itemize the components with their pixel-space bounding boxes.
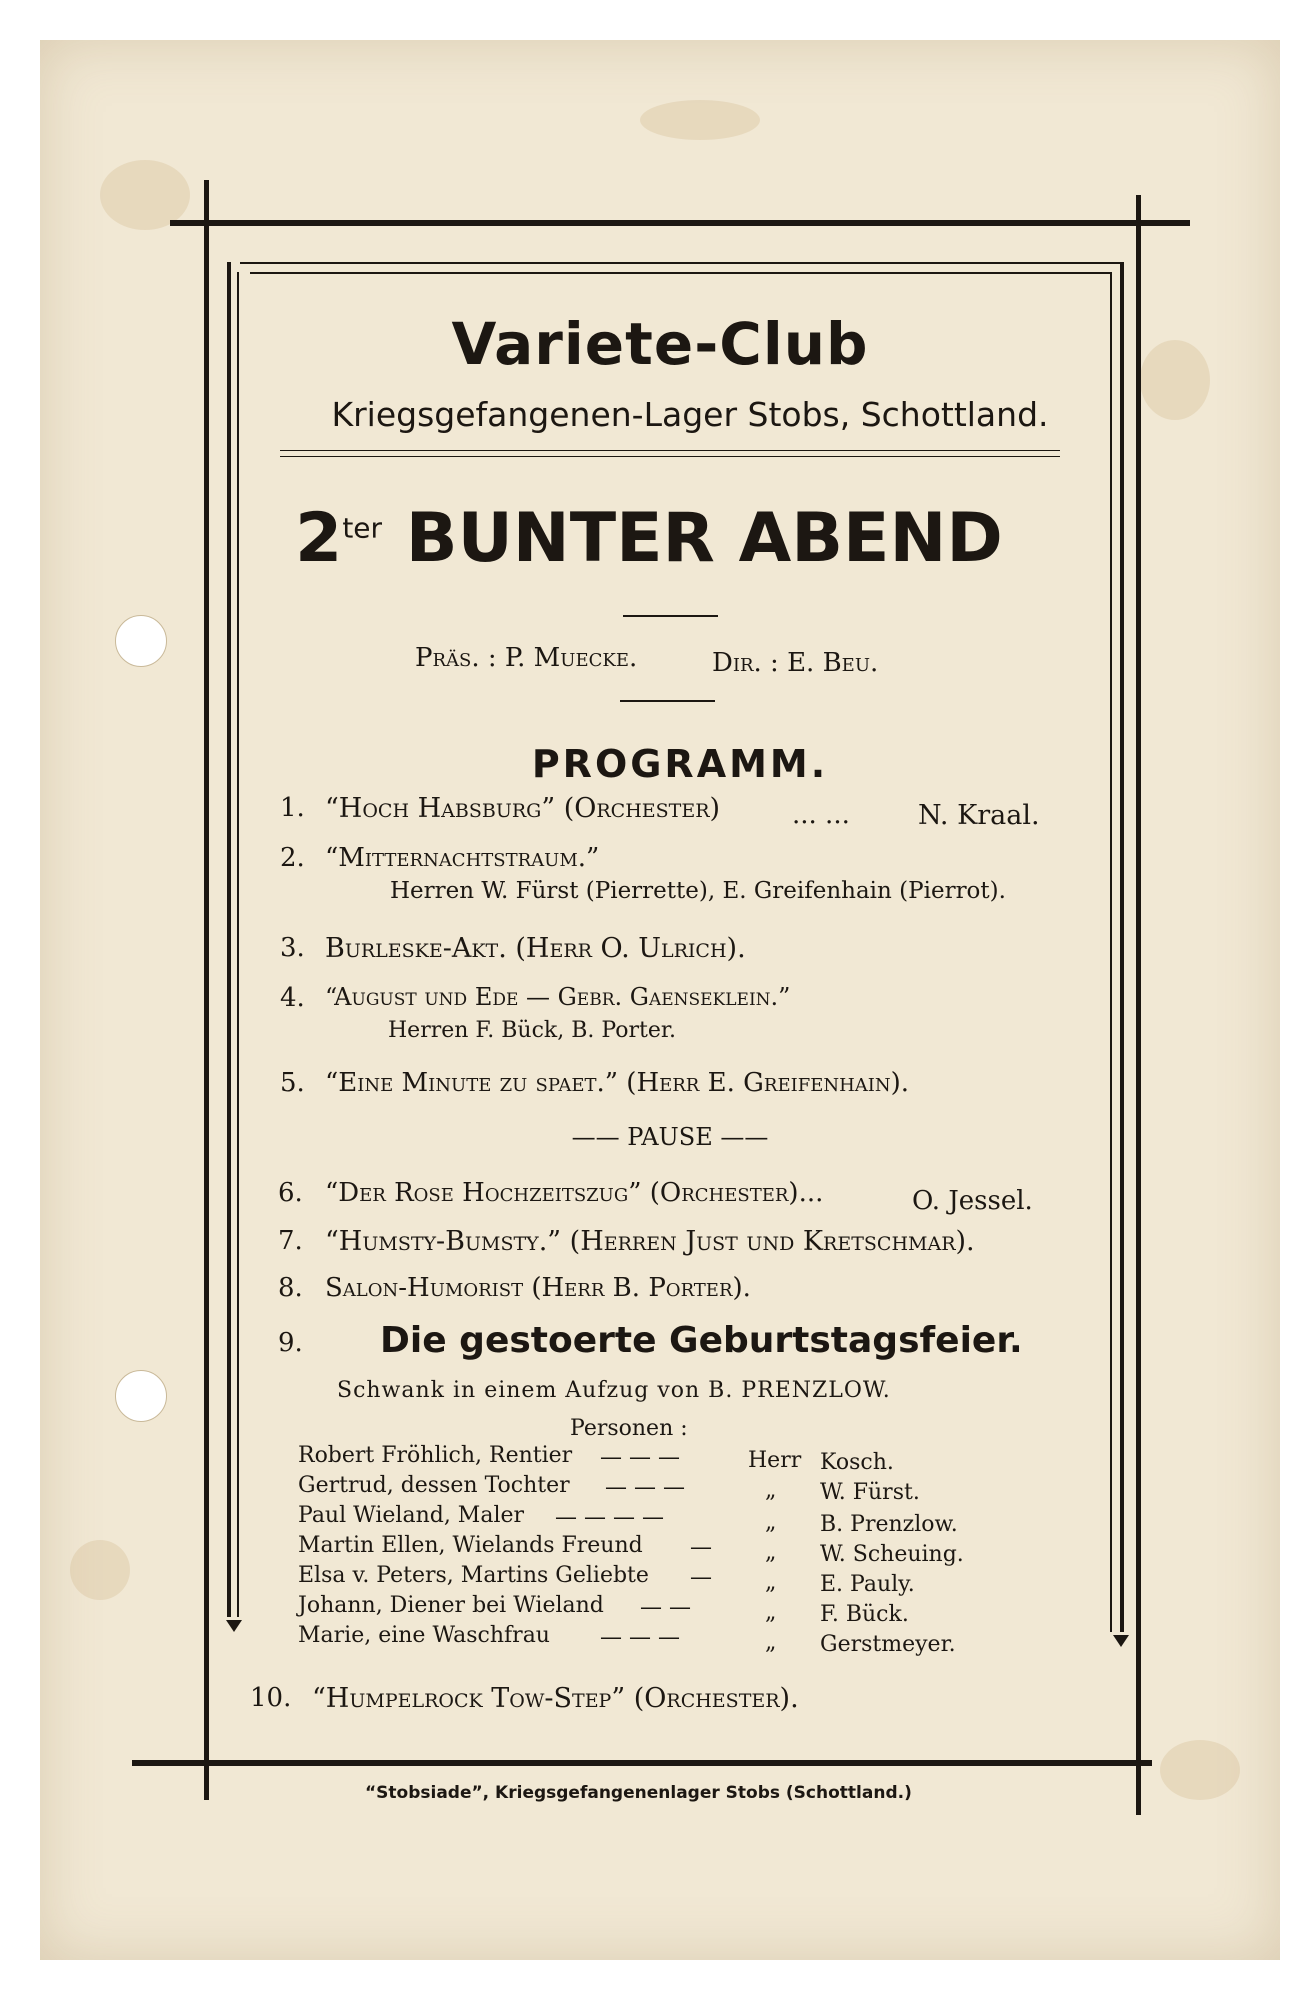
cast-actor: F. Bück. — [820, 1602, 909, 1627]
cast-actor: E. Pauly. — [820, 1572, 915, 1597]
item-number: 8. — [278, 1273, 303, 1303]
frame-bottom-rule — [132, 1760, 1152, 1766]
cast-role: Elsa v. Peters, Martins Geliebte — [298, 1563, 649, 1588]
cast-heading: Personen : — [570, 1416, 688, 1441]
item-number: 1. — [280, 793, 305, 823]
arrow-down-icon — [226, 1620, 242, 1632]
inner-right-bar — [1120, 262, 1124, 1632]
item-title: “Hoch Habsburg” (Orchester) — [325, 793, 721, 824]
item-title: “Humsty-Bumsty.” (Herren Just und Kretschmar). — [325, 1226, 975, 1257]
item-number: 9. — [278, 1328, 303, 1358]
header-divider — [280, 450, 1060, 451]
credits-divider — [620, 700, 715, 702]
punch-hole — [115, 1370, 167, 1422]
program-heading: PROGRAMM. — [531, 742, 829, 786]
inner-right-bar — [1110, 272, 1112, 1632]
cast-role: Martin Ellen, Wielands Freund — [298, 1533, 643, 1558]
cast-actor: Gerstmeyer. — [820, 1632, 956, 1657]
club-name: Variete-Club — [451, 310, 869, 378]
item-performers: Herren F. Bück, B. Porter. — [388, 1018, 676, 1043]
item-number: 4. — [280, 983, 305, 1013]
cast-role: Marie, eine Waschfrau — [298, 1623, 550, 1648]
paper-stain — [640, 100, 760, 140]
punch-hole — [115, 615, 167, 667]
play-subtitle: Schwank in einem Aufzug von B. PRENZLOW. — [337, 1378, 891, 1403]
item-number: 5. — [280, 1068, 305, 1098]
item-number: 7. — [278, 1226, 303, 1256]
director: Dir. : E. Beu. — [712, 648, 879, 678]
item-title: “Eine Minute zu spaet.” (Herr E. Greifenhain). — [325, 1068, 910, 1098]
item-title: Salon-Humorist (Herr B. Porter). — [325, 1273, 751, 1303]
frame-right-bar — [1136, 195, 1141, 1815]
cast-dashes: — — — [640, 1595, 691, 1620]
cast-ditto: Herr — [748, 1448, 802, 1473]
item-number: 6. — [278, 1178, 303, 1208]
item-credit: O. Jessel. — [912, 1186, 1033, 1216]
cast-ditto: „ — [765, 1540, 777, 1565]
inner-top-rule — [240, 262, 1120, 264]
cast-dashes: — — — — [600, 1625, 680, 1650]
cast-ditto: „ — [765, 1478, 777, 1503]
event-title — [295, 499, 1003, 578]
item-title: “Humpelrock Tow-Step” (Orchester). — [312, 1683, 799, 1714]
inner-left-bar — [227, 262, 231, 1617]
arrow-down-icon — [1113, 1635, 1129, 1647]
item-number: 2. — [280, 843, 305, 873]
cast-role: Robert Fröhlich, Rentier — [298, 1443, 573, 1468]
item-credit: N. Kraal. — [918, 800, 1040, 831]
inner-top-rule — [250, 272, 1110, 274]
item-number: 10. — [250, 1683, 292, 1713]
footer-imprint: “Stobsiade”, Kriegsgefangenenlager Stobs (Schottland.) — [365, 1783, 912, 1803]
cast-role: Paul Wieland, Maler — [298, 1503, 525, 1528]
cast-dashes: — — [690, 1535, 712, 1560]
play-title: Die gestoerte Geburtstagsfeier. — [380, 1320, 1023, 1361]
cast-ditto: „ — [765, 1600, 777, 1625]
cast-ditto: „ — [765, 1570, 777, 1595]
item-title: “Der Rose Hochzeitszug” (Orchester)... — [325, 1178, 824, 1208]
cast-role: Johann, Diener bei Wieland — [298, 1593, 604, 1618]
pause-label: —— PAUSE —— — [571, 1123, 769, 1151]
event-ordinal: ter — [342, 511, 383, 545]
header-divider — [280, 456, 1060, 457]
cast-actor: W. Fürst. — [820, 1480, 920, 1505]
item-title: Burleske-Akt. (Herr O. Ulrich). — [325, 933, 746, 964]
cast-actor: W. Scheuing. — [820, 1542, 964, 1567]
camp-name: Kriegsgefangenen-Lager Stobs, Schottland. — [331, 395, 1049, 434]
item-title: “August und Ede — Gebr. Gaenseklein.” — [325, 983, 791, 1011]
item-title: “Mitternachtstraum.” — [325, 843, 600, 873]
event-number: 2 — [295, 499, 343, 578]
cast-dashes: — — — — [600, 1445, 680, 1470]
cast-ditto: „ — [765, 1510, 777, 1535]
cast-actor: Kosch. — [820, 1450, 894, 1475]
president: Präs. : P. Muecke. — [415, 643, 638, 673]
program-sheet — [40, 40, 1280, 1960]
item-number: 3. — [280, 933, 305, 963]
title-divider — [623, 615, 718, 617]
inner-left-bar — [237, 272, 239, 1617]
event-name: BUNTER ABEND — [405, 499, 1003, 578]
item-leader: ... ... — [792, 800, 850, 830]
cast-dashes: — — — — [605, 1475, 685, 1500]
cast-dashes: — — — — — [555, 1505, 664, 1530]
cast-ditto: „ — [765, 1630, 777, 1655]
frame-top-rule — [170, 220, 1190, 226]
paper-stain — [70, 1540, 130, 1600]
cast-role: Gertrud, dessen Tochter — [298, 1473, 570, 1498]
item-performers: Herren W. Fürst (Pierrette), E. Greifenhain (Pierrot). — [390, 878, 1006, 904]
cast-actor: B. Prenzlow. — [820, 1512, 958, 1537]
paper-stain — [1160, 1740, 1240, 1800]
cast-dashes: — — [690, 1565, 712, 1590]
